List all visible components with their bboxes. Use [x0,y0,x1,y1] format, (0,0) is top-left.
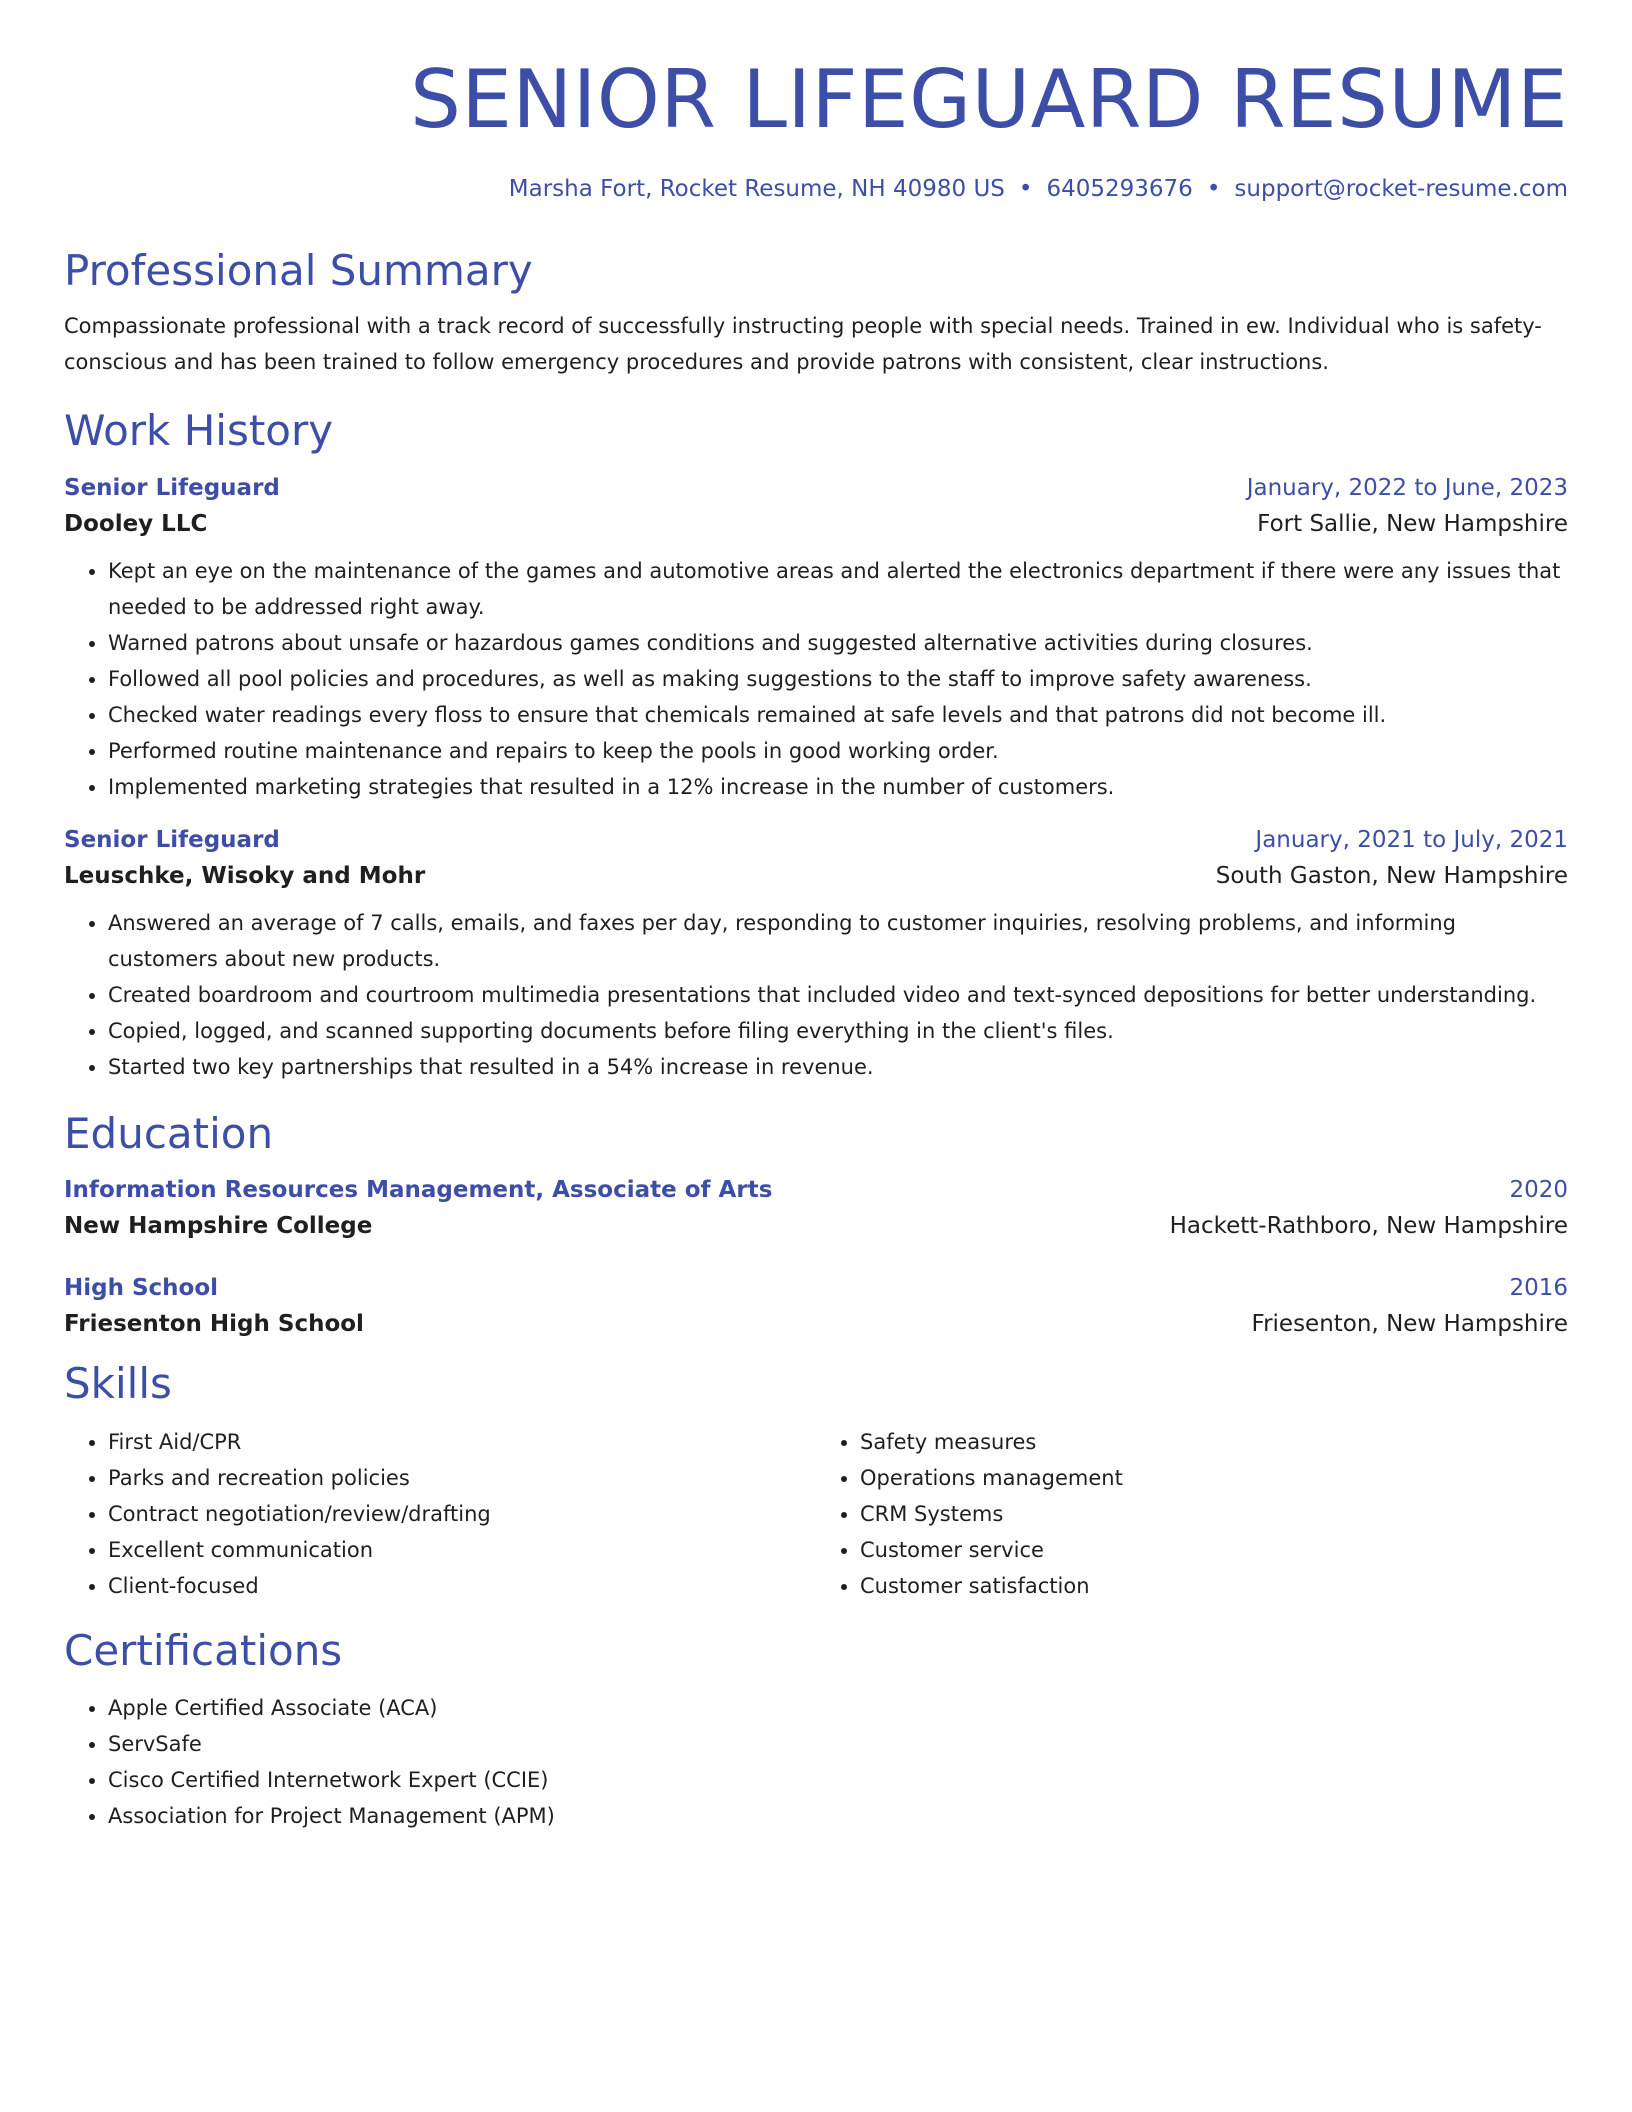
education-entry [64,1275,1568,1337]
list-item: • Followed all pool policies and procedures, as well as making suggestions to the staff to improve safety awareness. [108,661,1568,697]
job-header [64,827,1568,853]
list-item: • Safety measures [860,1424,1568,1460]
list-item: • Contract negotiation/review/drafting [108,1496,816,1532]
job-bullets [64,553,1568,805]
job-bullets [64,905,1568,1085]
job-entry [64,475,1568,805]
education-entry [64,1177,1568,1239]
list-item: • Warned patrons about unsafe or hazardous games conditions and suggested alternative activities during closures. [108,625,1568,661]
education-subheader [64,1213,1568,1239]
contact-address: Marsha Fort, Rocket Resume, NH 40980 US [508,176,1005,202]
resume-title: SENIOR LIFEGUARD RESUME [410,53,1568,146]
list-item: • Operations management [860,1460,1568,1496]
education-heading: Education [64,1108,274,1158]
job-dates: January, 2022 to June, 2023 [1246,474,1568,501]
contact-email: support@rocket-resume.com [1234,176,1568,202]
education-degree: High School [64,1275,219,1302]
education-school: New Hampshire College [64,1213,373,1240]
list-item: • Association for Project Management (APM) [108,1798,1568,1834]
list-item: • Created boardroom and courtroom multimedia presentations that included video and text-synced depositions for better understanding. [108,977,1568,1013]
skills-list-left [64,1424,816,1604]
job-company: Leuschke, Wisoky and Mohr [64,862,426,889]
list-item: • Client-focused [108,1568,816,1604]
summary-text: Compassionate professional with a track record of successfully instructing people with special needs. Trained in ew. Individual who is safety-conscious and has been trained to follow emergency procedures and provide patrons with consistent, clear instructions. [64,314,1542,375]
list-item: • ServSafe [108,1726,1568,1762]
education-subheader [64,1311,1568,1337]
job-subheader [64,863,1568,889]
job-location: Fort Sallie, New Hampshire [1257,510,1568,537]
job-title: Senior Lifeguard [64,826,280,853]
education-year: 2016 [1509,1275,1568,1302]
job-dates: January, 2021 to July, 2021 [1255,826,1568,853]
job-location: South Gaston, New Hampshire [1215,862,1568,889]
education-school: Friesenton High School [64,1311,364,1338]
certifications-heading: Certifications [64,1625,343,1675]
list-item: • First Aid/CPR [108,1424,816,1460]
work-heading: Work History [64,406,334,456]
education-location: Friesenton, New Hampshire [1251,1311,1568,1338]
education-year: 2020 [1509,1177,1568,1204]
list-item: • Customer satisfaction [860,1568,1568,1604]
education-degree: Information Resources Management, Associate of Arts [64,1177,773,1204]
list-item: • Parks and recreation policies [108,1460,816,1496]
job-title: Senior Lifeguard [64,474,280,501]
education-header [64,1177,1568,1203]
list-item: • Started two key partnerships that resulted in a 54% increase in revenue. [108,1049,1568,1085]
list-item: • Copied, logged, and scanned supporting documents before filing everything in the client's files. [108,1013,1568,1049]
job-subheader [64,511,1568,537]
skills-columns [64,1424,1568,1604]
job-header [64,475,1568,501]
list-item: • CRM Systems [860,1496,1568,1532]
contact-phone: 6405293676 [1046,176,1193,202]
skills-list-right [816,1424,1568,1604]
list-item: • Excellent communication [108,1532,816,1568]
contact-separator: • [1206,176,1221,202]
list-item: • Customer service [860,1532,1568,1568]
list-item: • Cisco Certified Internetwork Expert (CCIE) [108,1762,1568,1798]
skills-heading: Skills [64,1359,172,1409]
job-company: Dooley LLC [64,510,208,537]
list-item: • Apple Certified Associate (ACA) [108,1690,1568,1726]
education-location: Hackett-Rathboro, New Hampshire [1169,1213,1568,1240]
contact-line [64,176,1568,202]
list-item: • Kept an eye on the maintenance of the games and automotive areas and alerted the electronics department if there were any issues that needed to be addressed right away. [108,553,1568,625]
list-item: • Answered an average of 7 calls, emails, and faxes per day, responding to customer inquiries, resolving problems, and informing customers about new products. [108,905,1568,977]
list-item: • Implemented marketing strategies that resulted in a 12% increase in the number of customers. [108,769,1568,805]
list-item: • Performed routine maintenance and repairs to keep the pools in good working order. [108,733,1568,769]
job-entry [64,827,1568,1085]
summary-heading: Professional Summary [64,246,533,295]
certifications-list [64,1690,1568,1834]
contact-separator: • [1018,176,1033,202]
education-header [64,1275,1568,1301]
list-item: • Checked water readings every floss to ensure that chemicals remained at safe levels and that patrons did not become ill. [108,697,1568,733]
